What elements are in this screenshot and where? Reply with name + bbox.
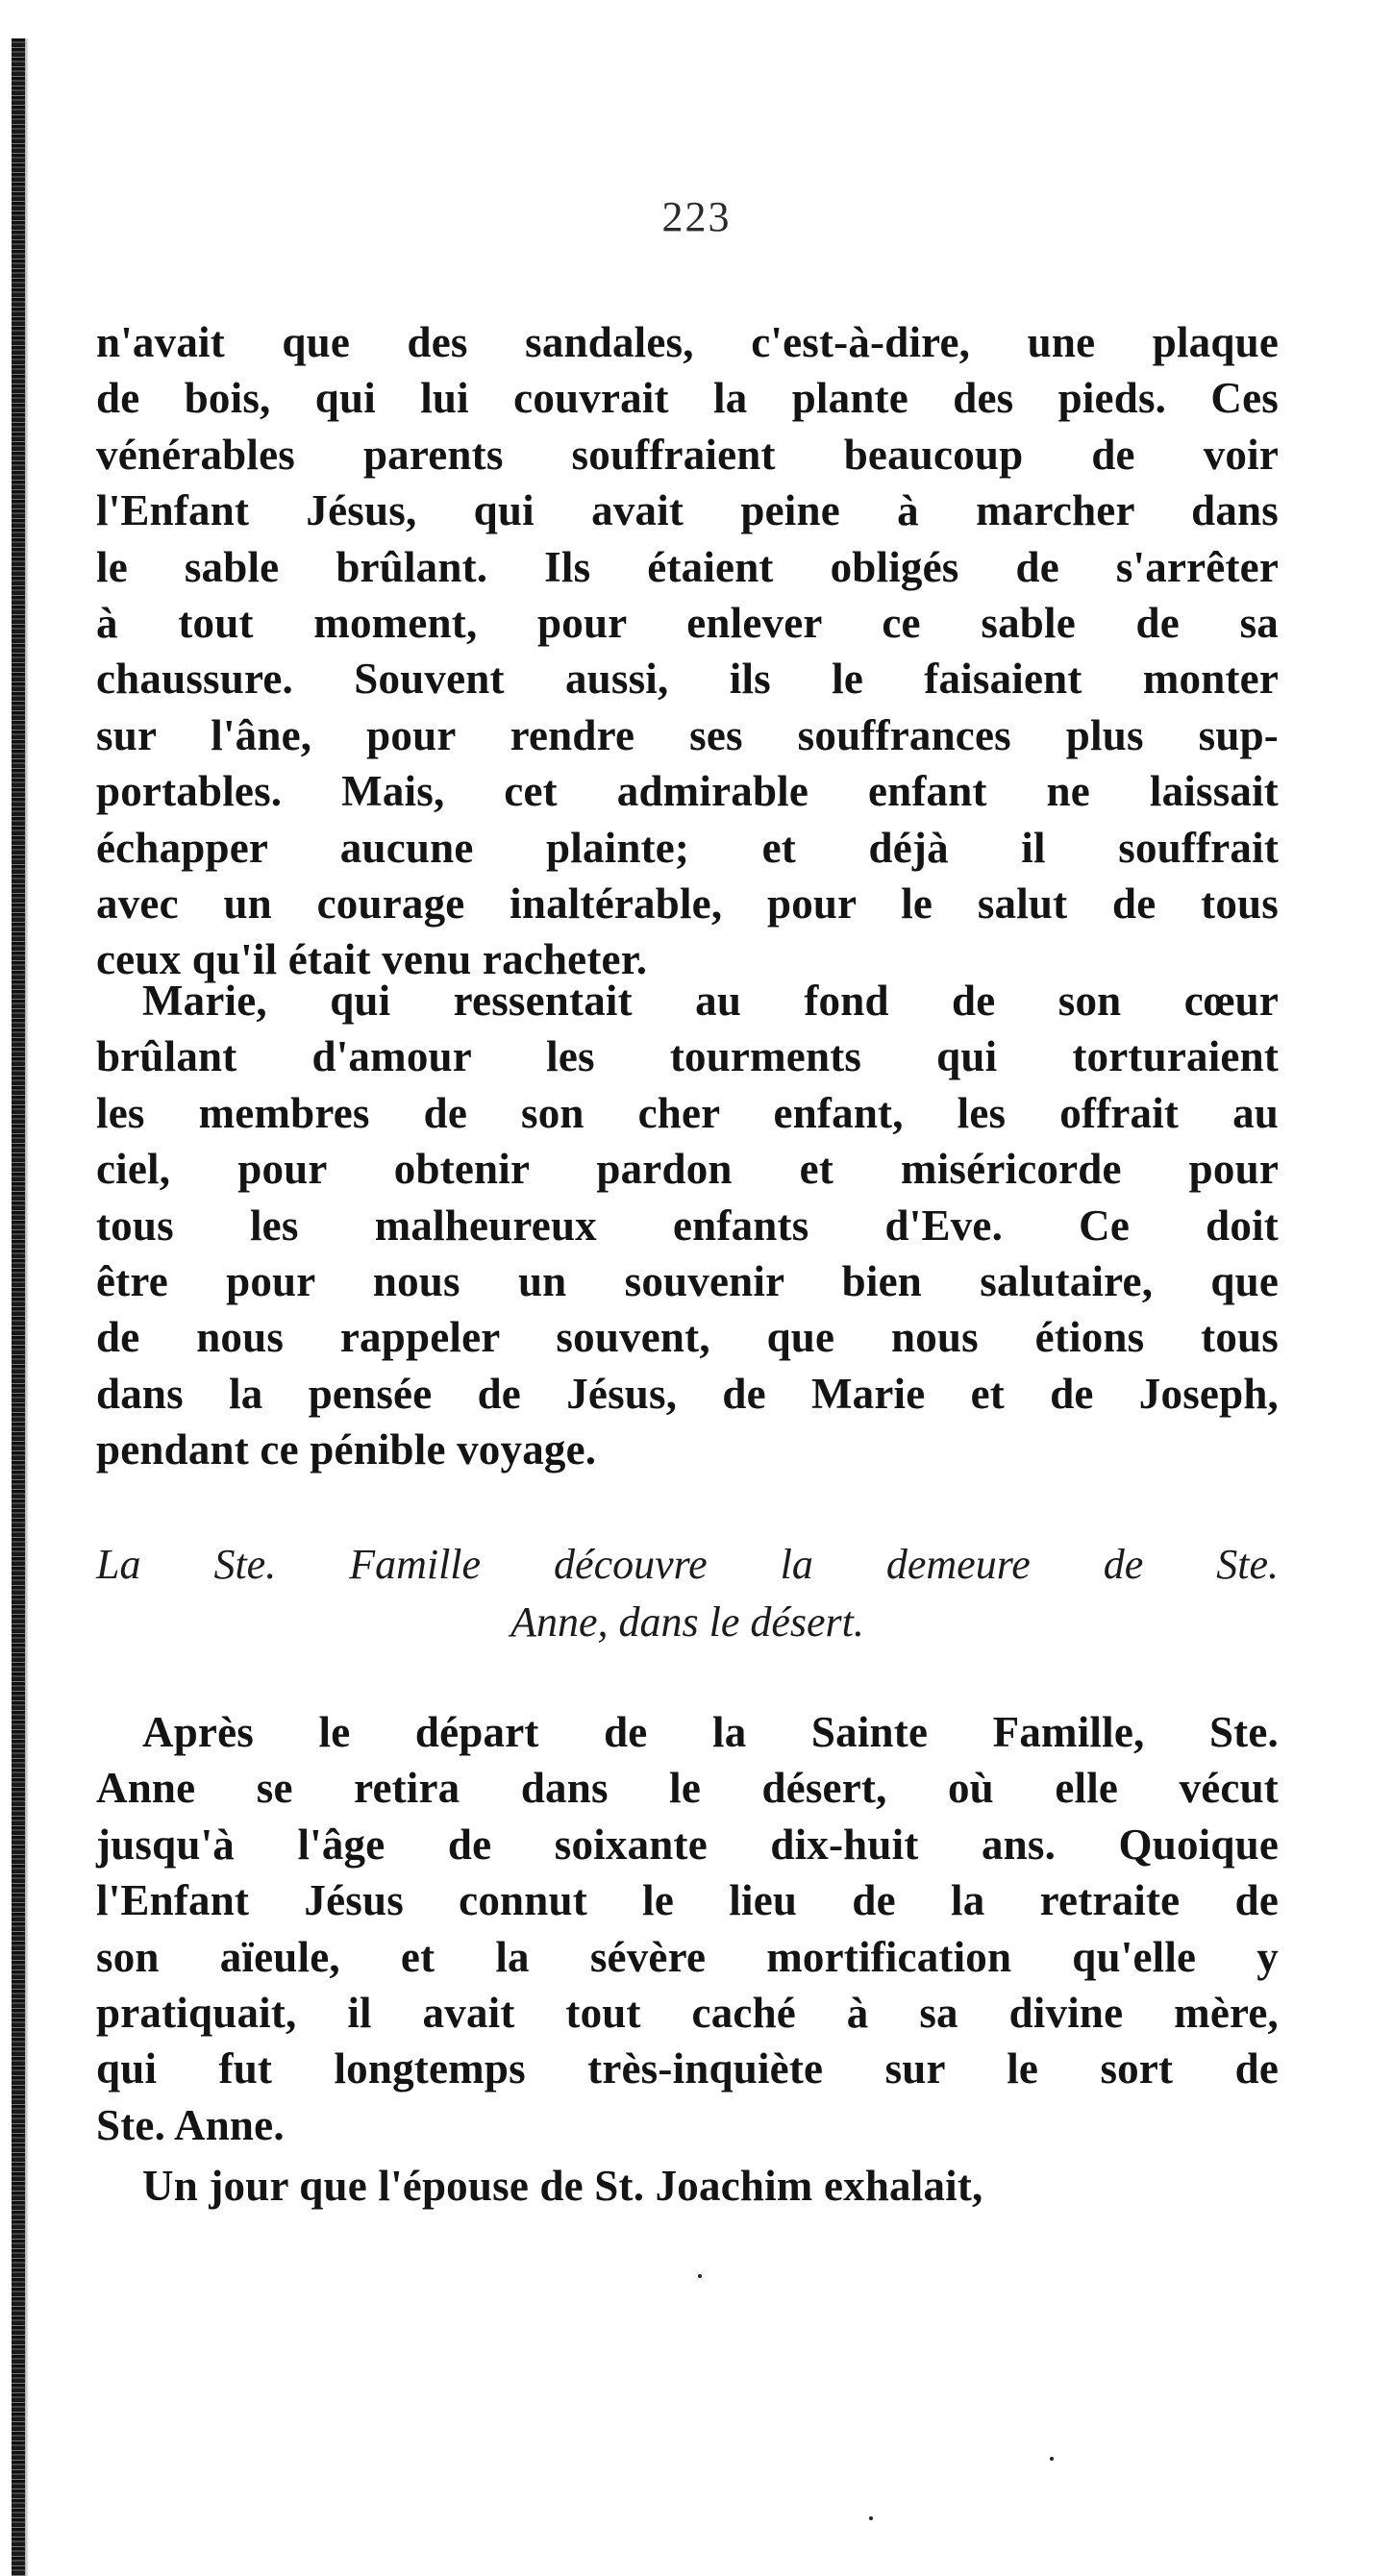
- text-line: Ste. Anne.: [96, 2100, 285, 2149]
- heading-line: Anne, dans le désert.: [510, 1598, 864, 1646]
- text-line: le sable brûlant. Ils étaient obligés de s'arrêter: [96, 542, 1279, 591]
- text-line: n'avait que des sandales, c'est-à-dire, une plaque: [96, 318, 1279, 366]
- text-line: l'Enfant Jésus connut le lieu de la retraite de: [96, 1876, 1279, 1925]
- text-line: brûlant d'amour les tourments qui torturaient: [96, 1032, 1279, 1081]
- paragraph-un-jour: [96, 2158, 1279, 2214]
- text-line: Anne se retira dans le désert, où elle vécut: [96, 1764, 1279, 1813]
- paragraph-sandals: [96, 314, 1279, 988]
- text-line: sur l'âne, pour rendre ses souffrances plus sup-: [96, 710, 1279, 759]
- text-line: chaussure. Souvent aussi, ils le faisaient monter: [96, 655, 1279, 704]
- text-line: portables. Mais, cet admirable enfant ne laissait: [96, 767, 1279, 816]
- scan-speck: [1050, 2457, 1054, 2461]
- text-line: de bois, qui lui couvrait la plante des pieds. Ces: [96, 374, 1279, 423]
- text-line: Après le départ de la Sainte Famille, Ste.: [142, 1708, 1279, 1756]
- text-line: Marie, qui ressentait au fond de son cœur: [142, 977, 1279, 1025]
- text-line: jusqu'à l'âge de soixante dix-huit ans. Quoique: [96, 1820, 1279, 1869]
- text-line: avec un courage inaltérable, pour le salut de tous: [96, 879, 1279, 928]
- paragraph-depart: [96, 1704, 1279, 2153]
- text-line: les membres de son cher enfant, les offrait au: [96, 1088, 1279, 1137]
- text-line: échapper aucune plainte; et déjà il souffrait: [96, 823, 1279, 872]
- text-line: qui fut longtemps très-inquiète sur le sort de: [96, 2044, 1279, 2093]
- heading-line: La Ste. Famille découvre la demeure de Ste.: [96, 1541, 1279, 1588]
- book-binding-edge: [12, 38, 25, 2576]
- scan-speck: [869, 2516, 873, 2520]
- text-line: ceux qu'il était venu racheter.: [96, 935, 648, 984]
- text-line: à tout moment, pour enlever ce sable de sa: [96, 598, 1279, 647]
- text-line: vénérables parents souffraient beaucoup de voir: [96, 430, 1279, 479]
- text-line: son aïeule, et la sévère mortification qu'elle y: [96, 1932, 1279, 1981]
- text-line: de nous rappeler souvent, que nous étions tous: [96, 1313, 1279, 1362]
- text-line: pendant ce pénible voyage.: [96, 1425, 597, 1474]
- paragraph-marie: [96, 973, 1279, 1478]
- text-line: ciel, pour obtenir pardon et miséricorde pour: [96, 1145, 1279, 1194]
- text-line: Un jour que l'épouse de St. Joachim exhalait,: [142, 2162, 983, 2210]
- page-number: 223: [661, 193, 732, 240]
- scan-speck: [698, 2274, 702, 2278]
- text-line: pratiquait, il avait tout caché à sa divine mère,: [96, 1988, 1279, 2037]
- text-line: être pour nous un souvenir bien salutaire, que: [96, 1256, 1279, 1305]
- text-line: l'Enfant Jésus, qui avait peine à marcher dans: [96, 486, 1279, 535]
- text-line: dans la pensée de Jésus, de Marie et de Joseph,: [96, 1369, 1279, 1418]
- section-heading: [96, 1536, 1279, 1651]
- text-line: tous les malheureux enfants d'Eve. Ce doit: [96, 1201, 1279, 1250]
